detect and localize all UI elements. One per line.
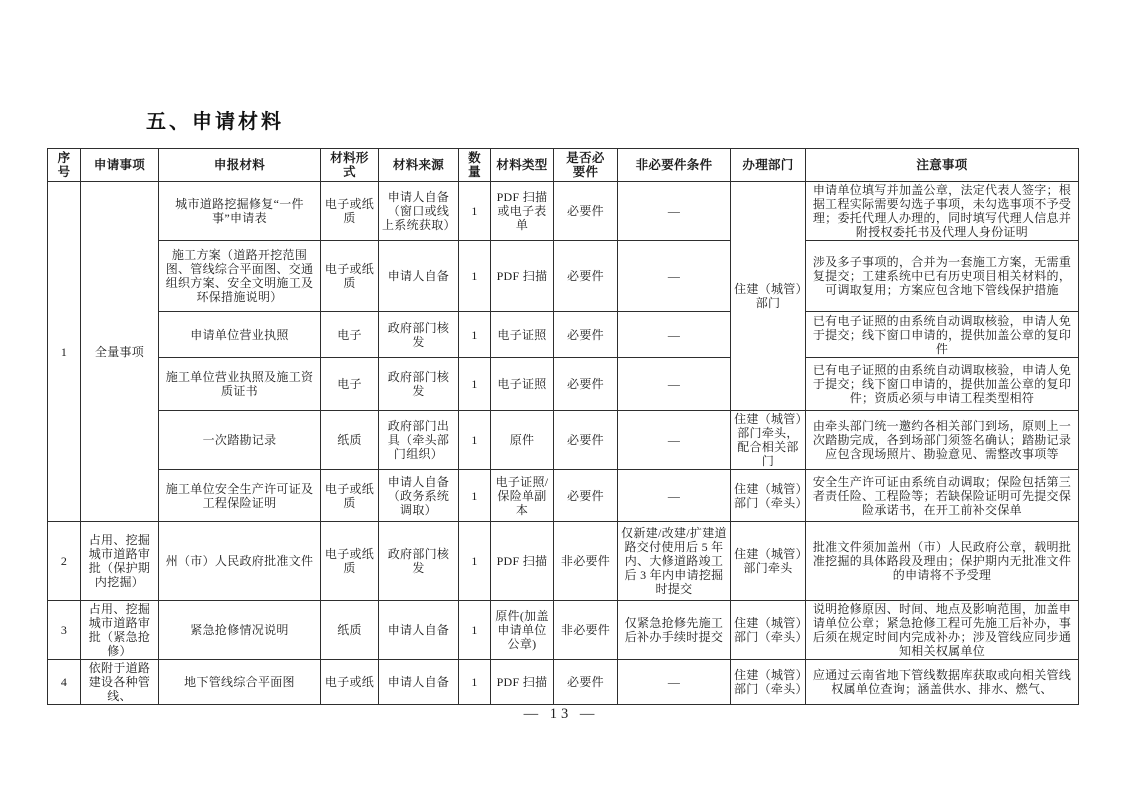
col-header-material: 申报材料 xyxy=(159,149,321,182)
table-row xyxy=(48,470,1079,522)
cell-required: 必要件 xyxy=(554,241,618,312)
cell-qty: 1 xyxy=(459,660,491,705)
cell-required: 必要件 xyxy=(554,660,618,705)
cell-form: 电子或纸质 xyxy=(321,470,379,522)
cell-required: 必要件 xyxy=(554,470,618,522)
table-header-row xyxy=(48,149,1079,182)
cell-matter: 占用、挖掘城市道路审批（保护期内挖掘） xyxy=(81,522,159,601)
cell-notes: 批准文件须加盖州（市）人民政府公章，载明批准挖掘的具体路段及理由；保护期内无批准文件的申请将不予受理 xyxy=(806,522,1079,601)
cell-qty: 1 xyxy=(459,241,491,312)
cell-type: 电子证照/保险单副本 xyxy=(491,470,554,522)
cell-qty: 1 xyxy=(459,358,491,411)
table-row xyxy=(48,312,1079,358)
table-row xyxy=(48,601,1079,660)
col-header-dept: 办理部门 xyxy=(731,149,806,182)
cell-notes: 已有电子证照的由系统自动调取核验，申请人免于提交；线下窗口申请的，提供加盖公章的复印件 xyxy=(806,312,1079,358)
cell-qty: 1 xyxy=(459,182,491,241)
cell-form: 电子或纸质 xyxy=(321,182,379,241)
col-header-matter: 申请事项 xyxy=(81,149,159,182)
cell-material: 申请单位营业执照 xyxy=(159,312,321,358)
cell-material: 紧急抢修情况说明 xyxy=(159,601,321,660)
cell-matter: 占用、挖掘城市道路审批（紧急抢修） xyxy=(81,601,159,660)
col-header-source: 材料来源 xyxy=(379,149,459,182)
cell-form: 电子或纸 xyxy=(321,660,379,705)
cell-type: 电子证照 xyxy=(491,312,554,358)
cell-source: 申请人自备 xyxy=(379,660,459,705)
cell-notes: 已有电子证照的由系统自动调取核验，申请人免于提交；线下窗口申请的，提供加盖公章的复印件；资质必须与申请工程类型相符 xyxy=(806,358,1079,411)
cell-condition: — xyxy=(618,660,731,705)
cell-condition: — xyxy=(618,358,731,411)
cell-form: 纸质 xyxy=(321,411,379,470)
cell-qty: 1 xyxy=(459,601,491,660)
cell-required: 必要件 xyxy=(554,411,618,470)
cell-type: 电子证照 xyxy=(491,358,554,411)
cell-form: 电子或纸质 xyxy=(321,522,379,601)
cell-notes: 申请单位填写并加盖公章，法定代表人签字；根据工程实际需要勾选子事项，未勾选事项不予受理；委托代理人办理的，同时填写代理人信息并附授权委托书及代理人身份证明 xyxy=(806,182,1079,241)
application-materials-table xyxy=(47,148,1079,705)
col-header-no: 序号 xyxy=(48,149,81,182)
cell-dept: 住建（城管）部门（牵头） xyxy=(731,470,806,522)
cell-source: 政府部门核发 xyxy=(379,522,459,601)
cell-condition: — xyxy=(618,182,731,241)
cell-seq: 1 xyxy=(48,182,81,522)
cell-form: 纸质 xyxy=(321,601,379,660)
cell-source: 政府部门核发 xyxy=(379,312,459,358)
cell-material: 施工方案（道路开挖范围图、管线综合平面图、交通组织方案、安全文明施工及环保措施说明） xyxy=(159,241,321,312)
table-row xyxy=(48,411,1079,470)
col-header-type: 材料类型 xyxy=(491,149,554,182)
cell-material: 州（市）人民政府批准文件 xyxy=(159,522,321,601)
cell-condition: 仅紧急抢修先施工后补办手续时提交 xyxy=(618,601,731,660)
cell-qty: 1 xyxy=(459,470,491,522)
cell-condition: — xyxy=(618,241,731,312)
cell-material: 施工单位营业执照及施工资质证书 xyxy=(159,358,321,411)
col-header-required: 是否必要件 xyxy=(554,149,618,182)
cell-dept: 住建（城管）部门 xyxy=(731,182,806,411)
col-header-condition: 非必要件条件 xyxy=(618,149,731,182)
cell-notes: 由牵头部门统一邀约各相关部门到场，原则上一次踏勘完成，各到场部门须签名确认；踏勘记录应包含现场照片、勘验意见、需整改事项等 xyxy=(806,411,1079,470)
cell-condition: — xyxy=(618,312,731,358)
cell-type: PDF 扫描 xyxy=(491,241,554,312)
cell-qty: 1 xyxy=(459,312,491,358)
cell-notes: 应通过云南省地下管线数据库获取或向相关管线权属单位查询；涵盖供水、排水、燃气、 xyxy=(806,660,1079,705)
cell-matter: 全量事项 xyxy=(81,182,159,522)
cell-qty: 1 xyxy=(459,411,491,470)
cell-type: 原件 xyxy=(491,411,554,470)
cell-source: 政府部门核发 xyxy=(379,358,459,411)
cell-notes: 说明抢修原因、时间、地点及影响范围，加盖申请单位公章；紧急抢修工程可先施工后补办，事后须在规定时间内完成补办；涉及管线应同步通知相关权属单位 xyxy=(806,601,1079,660)
cell-required: 必要件 xyxy=(554,358,618,411)
cell-source: 申请人自备（政务系统调取） xyxy=(379,470,459,522)
cell-source: 申请人自备 xyxy=(379,241,459,312)
cell-material: 一次踏勘记录 xyxy=(159,411,321,470)
cell-form: 电子 xyxy=(321,358,379,411)
table-row xyxy=(48,522,1079,601)
cell-dept: 住建（城管）部门牵头，配合相关部门 xyxy=(731,411,806,470)
cell-required: 必要件 xyxy=(554,312,618,358)
table-row xyxy=(48,241,1079,312)
cell-dept: 住建（城管）部门（牵头） xyxy=(731,660,806,705)
cell-type: 原件(加盖申请单位公章) xyxy=(491,601,554,660)
cell-source: 政府部门出具（牵头部门组织） xyxy=(379,411,459,470)
col-header-notes: 注意事项 xyxy=(806,149,1079,182)
cell-seq: 3 xyxy=(48,601,81,660)
col-header-qty: 数量 xyxy=(459,149,491,182)
cell-condition: — xyxy=(618,470,731,522)
cell-condition: — xyxy=(618,411,731,470)
cell-material: 施工单位安全生产许可证及工程保险证明 xyxy=(159,470,321,522)
col-header-form: 材料形式 xyxy=(321,149,379,182)
cell-notes: 安全生产许可证由系统自动调取；保险包括第三者责任险、工程险等；若缺保险证明可先提交保险承诺书，在开工前补交保单 xyxy=(806,470,1079,522)
cell-notes: 涉及多子事项的，合并为一套施工方案，无需重复提交；工建系统中已有历史项目相关材料的，可调取复用；方案应包含地下管线保护措施 xyxy=(806,241,1079,312)
page-number: — 13 — xyxy=(523,706,599,722)
cell-material: 地下管线综合平面图 xyxy=(159,660,321,705)
cell-source: 申请人自备（窗口或线上系统获取） xyxy=(379,182,459,241)
table-row xyxy=(48,660,1079,705)
cell-required: 非必要件 xyxy=(554,601,618,660)
cell-matter: 依附于道路建设各种管线、 xyxy=(81,660,159,705)
cell-type: PDF 扫描或电子表单 xyxy=(491,182,554,241)
cell-required: 非必要件 xyxy=(554,522,618,601)
page-title: 五、申请材料 xyxy=(146,111,284,133)
cell-required: 必要件 xyxy=(554,182,618,241)
table-row xyxy=(48,182,1079,241)
cell-dept: 住建（城管）部门牵头 xyxy=(731,522,806,601)
cell-condition: 仅新建/改建/扩建道路交付使用后 5 年内、大修道路竣工后 3 年内申请挖掘时提交 xyxy=(618,522,731,601)
cell-seq: 4 xyxy=(48,660,81,705)
table-row xyxy=(48,358,1079,411)
cell-type: PDF 扫描 xyxy=(491,660,554,705)
cell-type: PDF 扫描 xyxy=(491,522,554,601)
cell-form: 电子 xyxy=(321,312,379,358)
cell-qty: 1 xyxy=(459,522,491,601)
cell-material: 城市道路挖掘修复“一件事”申请表 xyxy=(159,182,321,241)
cell-source: 申请人自备 xyxy=(379,601,459,660)
cell-dept: 住建（城管）部门（牵头） xyxy=(731,601,806,660)
cell-seq: 2 xyxy=(48,522,81,601)
cell-form: 电子或纸质 xyxy=(321,241,379,312)
